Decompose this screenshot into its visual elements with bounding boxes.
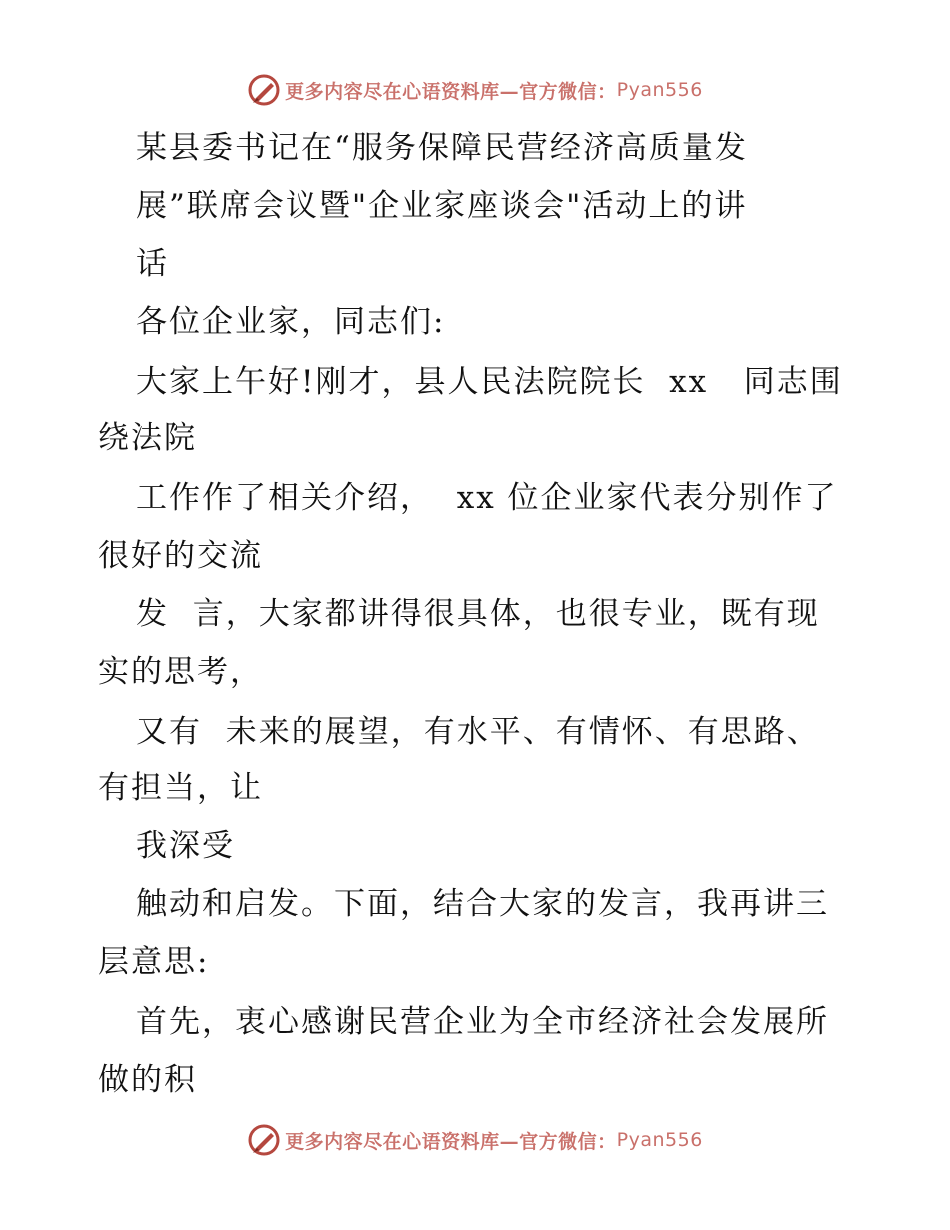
paragraph-line: 大家上午好!刚才，县人民法院院长 xx 同志围	[136, 364, 843, 400]
paragraph-line: 实的思考，	[98, 654, 263, 690]
paragraph-line: 又有 未来的展望，有水平、有情怀、有思路、	[136, 714, 820, 750]
paragraph-line: 很好的交流	[98, 538, 263, 574]
paragraph-line: 工作作了相关介绍， xx 位企业家代表分别作了	[136, 480, 838, 516]
paragraph-line: 触动和启发。下面，结合大家的发言，我再讲三	[136, 886, 829, 922]
paragraph-line: 做的积	[98, 1062, 197, 1098]
watermark-text: 更多内容尽在心语资料库—官方微信：	[285, 1130, 617, 1153]
title-line-1: 某县委书记在“服务保障民营经济高质量发	[136, 130, 748, 166]
paragraph-line: 有担当，让	[98, 770, 263, 806]
paragraph-line: 我深受	[136, 828, 235, 864]
paragraph-line: 绕法院	[98, 420, 197, 456]
paragraph-line: 首先，衷心感谢民营企业为全市经济社会发展所	[136, 1004, 829, 1040]
watermark-wechat-id: Pyan556	[616, 79, 703, 101]
title-line-3: 话	[136, 246, 169, 282]
salutation: 各位企业家，同志们:	[136, 304, 446, 340]
watermark-text: 更多内容尽在心语资料库—官方微信：	[285, 80, 617, 103]
title-line-2: 展”联席会议暨"企业家座谈会"活动上的讲	[136, 188, 748, 224]
paragraph-line: 发 言，大家都讲得很具体，也很专业，既有现	[136, 596, 820, 632]
watermark-wechat-id: Pyan556	[616, 1129, 703, 1151]
footer-watermark	[0, 1122, 950, 1158]
pen-logo-icon	[247, 1123, 281, 1157]
paragraph-line: 层意思:	[98, 944, 210, 980]
